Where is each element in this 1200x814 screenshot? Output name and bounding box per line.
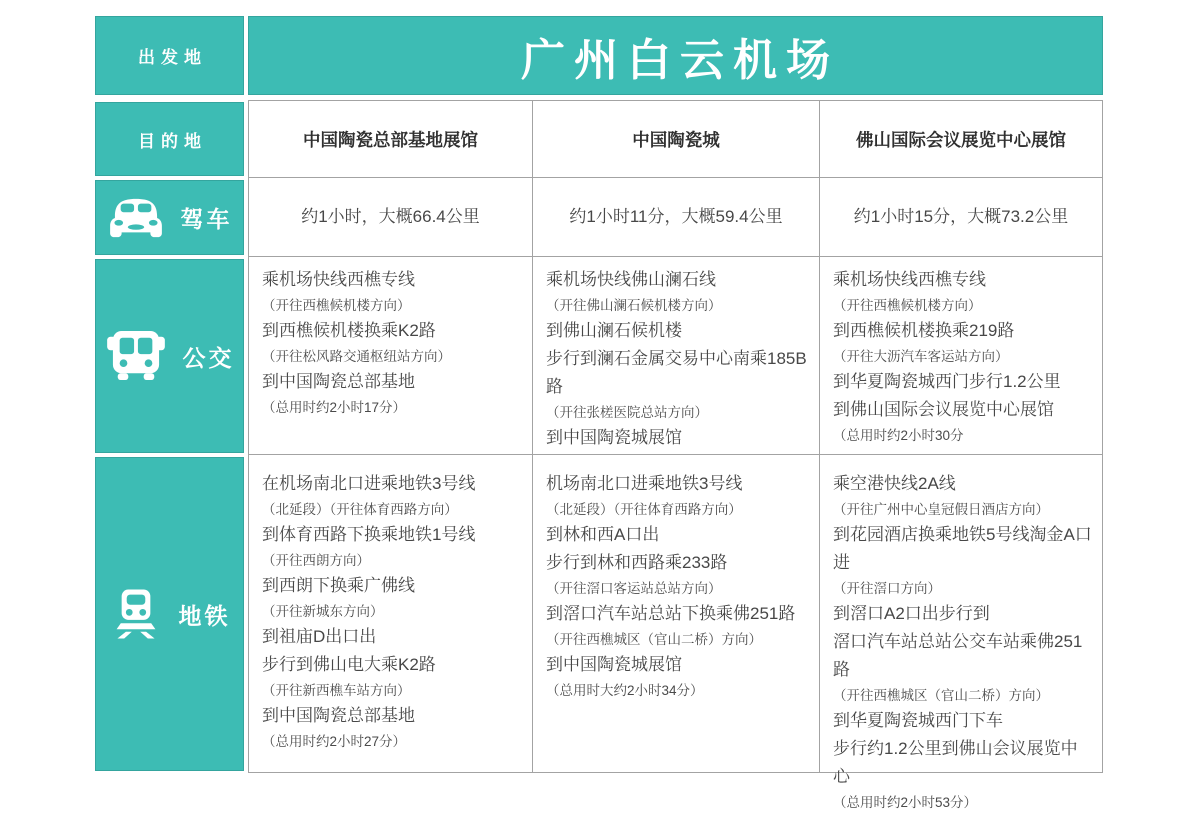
destination-header-3 (820, 100, 1103, 178)
route-step-line: 到西樵候机楼换乘K2路 (262, 321, 436, 340)
route-step-line: （开往松风路交通枢纽站方向） (262, 349, 451, 364)
destination-header-2 (533, 100, 820, 178)
car-icon (107, 195, 165, 241)
route-step-line: 乘机场快线西樵专线 (833, 270, 986, 289)
bus-route-cell-1 (248, 257, 533, 455)
mode-label: 驾车 (180, 206, 233, 232)
route-step-line: （北延段）（开往体育西路方向） (546, 502, 742, 517)
route-step-line: （开往广州中心皇冠假日酒店方向） (833, 502, 1049, 517)
metro-route-cell-2 (533, 455, 820, 773)
route-step-line: 步行到林和西路乘233路 (546, 553, 728, 572)
mode-label: 地铁 (178, 602, 231, 629)
route-step-line: 步行约1.2公里到佛山会议展览中心 (833, 739, 1078, 786)
route-step-line: 滘口汽车站总站公交车站乘佛251路 (833, 632, 1083, 679)
route-step-line: （总用时约2小时17分） (262, 400, 407, 415)
route-step-line: 到华夏陶瓷城西门下车 (833, 711, 1003, 730)
route-step-line: 到中国陶瓷总部基地 (262, 372, 415, 391)
route-step-line: 步行到澜石金属交易中心南乘185B路 (546, 349, 807, 396)
route-step-line: 到佛山澜石候机楼 (546, 321, 682, 340)
route-step-line: （开往张槎医院总站方向） (546, 405, 708, 420)
bus-route-cell-3 (820, 257, 1103, 455)
route-step-line: （北延段）（开往体育西路方向） (262, 502, 458, 517)
route-step-line: （开往西朗方向） (262, 553, 370, 568)
drive-cell-2 (533, 178, 820, 257)
metro-route-cell-1 (248, 455, 533, 773)
mode-cell-bus (95, 259, 244, 453)
route-step-line: （总用时约2小时30分 (833, 428, 964, 443)
route-step-line: 步行到佛山电大乘K2路 (262, 655, 436, 674)
route-step-line: 乘空港快线2A线 (833, 474, 956, 493)
route-step-line: 到西樵候机楼换乘219路 (833, 321, 1015, 340)
origin-label: 出发地 (138, 48, 207, 67)
route-step-line: 到中国陶瓷城展馆 (546, 655, 682, 674)
route-step-line: （开往新城东方向） (262, 604, 384, 619)
route-step-line: （开往新西樵车站方向） (262, 683, 411, 698)
destination-name: 佛山国际会议展览中心展馆 (856, 129, 1066, 150)
route-step-line: 到体育西路下换乘地铁1号线 (262, 525, 476, 544)
origin-value: 广州白云机场 (521, 35, 839, 85)
destination-label-cell (95, 102, 244, 176)
route-step-line: 到华夏陶瓷城西门步行1.2公里 (833, 372, 1061, 391)
drive-cell-1 (248, 178, 533, 257)
route-step-line: 约1小时11分，大概59.4公里 (569, 207, 783, 226)
route-step-line: 到西朗下换乘广佛线 (262, 576, 415, 595)
route-step-line: 到祖庙D出口出 (262, 627, 377, 646)
destination-label: 目的地 (138, 131, 207, 151)
route-step-line: 乘机场快线西樵专线 (262, 270, 415, 289)
route-step-line: 到佛山国际会议展览中心展馆 (833, 400, 1054, 419)
route-step-line: （开往西樵候机楼方向） (262, 298, 411, 313)
transport-table (95, 16, 1103, 810)
route-step-line: 到中国陶瓷城展馆 (546, 428, 682, 447)
route-step-line: 到花园酒店换乘地铁5号线淘金A口进 (833, 525, 1092, 572)
route-step-line: （总用时大约2小时34分） (546, 683, 704, 698)
route-step-line: 到滘口A2口出步行到 (833, 604, 990, 623)
destination-name: 中国陶瓷城 (632, 129, 720, 150)
route-step-line: 乘机场快线佛山澜石线 (546, 270, 716, 289)
route-step-line: （开往西樵城区（官山二桥）方向） (546, 632, 762, 647)
mode-cell-drive (95, 180, 244, 255)
destination-header-1 (248, 100, 533, 178)
route-step-line: （开往西樵候机楼方向） (833, 298, 982, 313)
bus-icon (105, 331, 167, 381)
route-step-line: 到滘口汽车站总站下换乘佛251路 (546, 604, 796, 623)
route-step-line: 约1小时15分，大概73.2公里 (853, 207, 1069, 226)
route-step-line: （开往西樵城区（官山二桥）方向） (833, 688, 1049, 703)
route-step-line: （开往滘口客运站总站方向） (546, 581, 722, 596)
route-step-line: 机场南北口进乘地铁3号线 (546, 474, 743, 493)
route-step-line: （总用时约2小时27分） (262, 734, 407, 749)
route-step-line: 到中国陶瓷总部基地 (262, 706, 415, 725)
route-step-line: 约1小时，大概66.4公里 (301, 207, 480, 226)
destination-name: 中国陶瓷总部基地展馆 (303, 129, 478, 150)
train-icon (109, 589, 163, 639)
origin-value-banner (248, 16, 1103, 95)
route-step-line: （开往滘口方向） (833, 581, 941, 596)
route-step-line: 在机场南北口进乘地铁3号线 (262, 474, 476, 493)
metro-route-cell-3 (820, 455, 1103, 810)
drive-cell-3 (820, 178, 1103, 257)
bus-route-cell-2 (533, 257, 820, 455)
route-step-line: （开往佛山澜石候机楼方向） (546, 298, 722, 313)
origin-label-cell (95, 16, 244, 95)
route-step-line: （开往大沥汽车客运站方向） (833, 349, 1009, 364)
mode-cell-metro (95, 457, 244, 771)
route-step-line: 到林和西A口出 (546, 525, 660, 544)
route-step-line: （总用时约2小时53分） (833, 795, 978, 810)
mode-label: 公交 (182, 344, 235, 371)
